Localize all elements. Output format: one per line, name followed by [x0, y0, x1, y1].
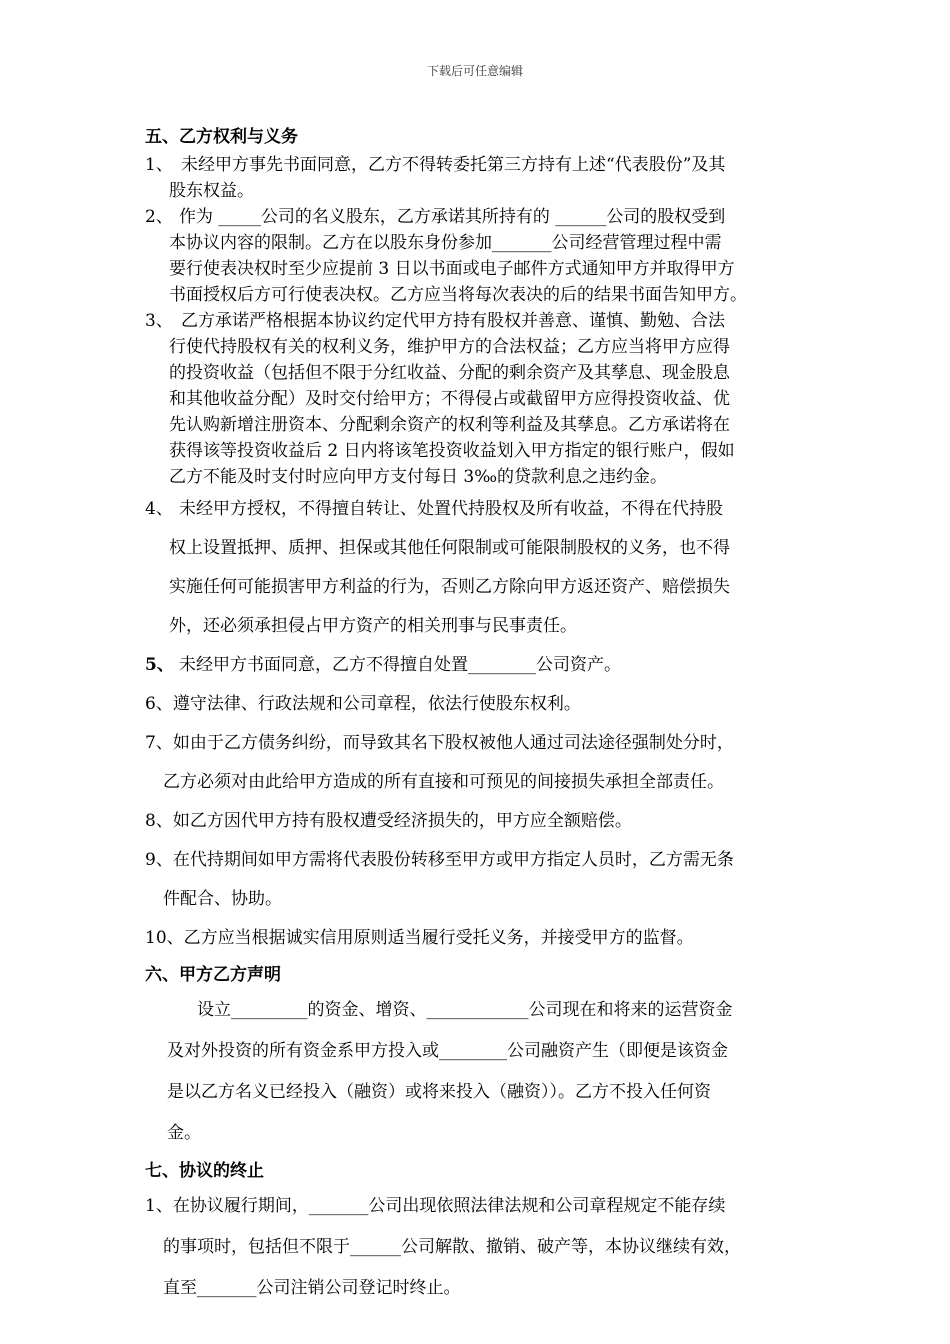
text-line: 未经甲方事先书面同意，乙方不得转委托第三方持有上述“代表股份”及其: [181, 155, 726, 175]
document-body: [145, 120, 810, 1309]
text-line: 直至_______公司注销公司登记时终止。: [163, 1278, 461, 1298]
text-line: 9、在代持期间如甲方需将代表股份转移至甲方或甲方指定人员时，乙方需无条: [145, 850, 734, 870]
text-line: 金。: [167, 1123, 201, 1143]
item-number: 3、: [145, 311, 173, 331]
text-line: 的投资收益（包括但不限于分红收益、分配的剩余资产及其孳息、现金股息: [169, 363, 730, 383]
text-line: 乙方必须对由此给甲方造成的所有直接和可预见的间接损失承担全部责任。: [163, 772, 724, 792]
s5-item-5: [145, 646, 810, 685]
s5-item-9: [145, 841, 810, 919]
text-line: 6、遵守法律、行政法规和公司章程，依法行使股东权利。: [145, 694, 581, 714]
section-6-title: 六、甲方乙方声明: [145, 965, 281, 985]
s5-item-6: [145, 685, 810, 724]
text-line: 是以乙方名义已经投入（融资）或将来投入（融资））。乙方不投入任何资: [167, 1082, 711, 1102]
text-line: 股东权益。: [169, 181, 254, 201]
text-line: 1、在协议履行期间，_______公司出现依照法律法规和公司章程规定不能存续: [145, 1196, 726, 1216]
text-line: 乙方承诺严格根据本协议约定代甲方持有股权并善意、谨慎、勤勉、合法: [181, 311, 725, 331]
text-line: 实施任何可能损害甲方利益的行为，否则乙方除向甲方返还资产、赔偿损失: [169, 577, 730, 597]
item-number: 5、: [145, 655, 174, 675]
text-line: 设立_________的资金、增资、____________公司现在和将来的运营资金: [197, 1000, 733, 1020]
text-line: 行使代持股权有关的权利义务，维护甲方的合法权益；乙方应当将甲方应得: [169, 337, 730, 357]
text-line: 要行使表决权时至少应提前 3 日以书面或电子邮件方式通知甲方并取得甲方: [169, 259, 735, 279]
text-line: 书面授权后方可行使表决权。乙方应当将每次表决的后的结果书面告知甲方。: [169, 285, 747, 305]
text-line: 权上设置抵押、质押、担保或其他任何限制或可能限制股权的义务，也不得: [169, 538, 730, 558]
text-line: 10、乙方应当根据诚实信用原则适当履行受托义务，并接受甲方的监督。: [145, 928, 694, 948]
text-line: 7、如由于乙方债务纠纷，而导致其名下股权被他人通过司法途径强制处分时，: [145, 733, 734, 753]
section-7-title: 七、协议的终止: [145, 1161, 264, 1181]
text-line: 件配合、协助。: [163, 889, 282, 909]
s6-paragraph: [145, 990, 810, 1154]
text-line: 乙方不能及时支付时应向甲方支付每日 3‰的贷款利息之违约金。: [169, 467, 668, 487]
section-5-title: 五、乙方权利与义务: [145, 127, 298, 147]
s5-item-1: [145, 152, 810, 204]
s5-item-7: [145, 724, 810, 802]
s5-item-10: [145, 919, 810, 958]
text-line: 8、如乙方因代甲方持有股权遭受经济损失的，甲方应全额赔偿。: [145, 811, 632, 831]
s5-item-8: [145, 802, 810, 841]
s5-item-2: [145, 204, 810, 308]
text-line: 外，还必须承担侵占甲方资产的相关刑事与民事责任。: [169, 616, 577, 636]
text-line: 未经甲方授权，不得擅自转让、处置代持股权及所有收益，不得在代持股: [179, 499, 723, 519]
text-line: 未经甲方书面同意，乙方不得擅自处置________公司资产。: [179, 655, 621, 675]
s7-item-1: [145, 1186, 810, 1309]
item-number: 2、: [145, 207, 173, 227]
text-line: 先认购新增注册资本、分配剩余资产的权利等利益及其孳息。乙方承诺将在: [169, 415, 730, 435]
text-line: 作为 _____公司的名义股东，乙方承诺其所持有的 ______公司的股权受到: [179, 207, 726, 227]
item-number: 4、: [145, 499, 173, 519]
s5-item-4: [145, 490, 810, 646]
text-line: 获得该等投资收益后 2 日内将该笔投资收益划入甲方指定的银行账户，假如: [169, 441, 735, 461]
item-number: 1、: [145, 155, 173, 175]
text-line: 本协议内容的限制。乙方在以股东身份参加_______公司经营管理过程中需: [169, 233, 722, 253]
text-line: 及对外投资的所有资金系甲方投入或________公司融资产生（即便是该资金: [167, 1041, 728, 1061]
text-line: 和其他收益分配）及时交付给甲方；不得侵占或截留甲方应得投资收益、优: [169, 389, 730, 409]
text-line: 的事项时，包括但不限于______公司解散、撤销、破产等，本协议继续有效，: [163, 1237, 741, 1257]
page-header: 下载后可任意编辑: [426, 64, 523, 78]
s5-item-3: [145, 308, 810, 490]
